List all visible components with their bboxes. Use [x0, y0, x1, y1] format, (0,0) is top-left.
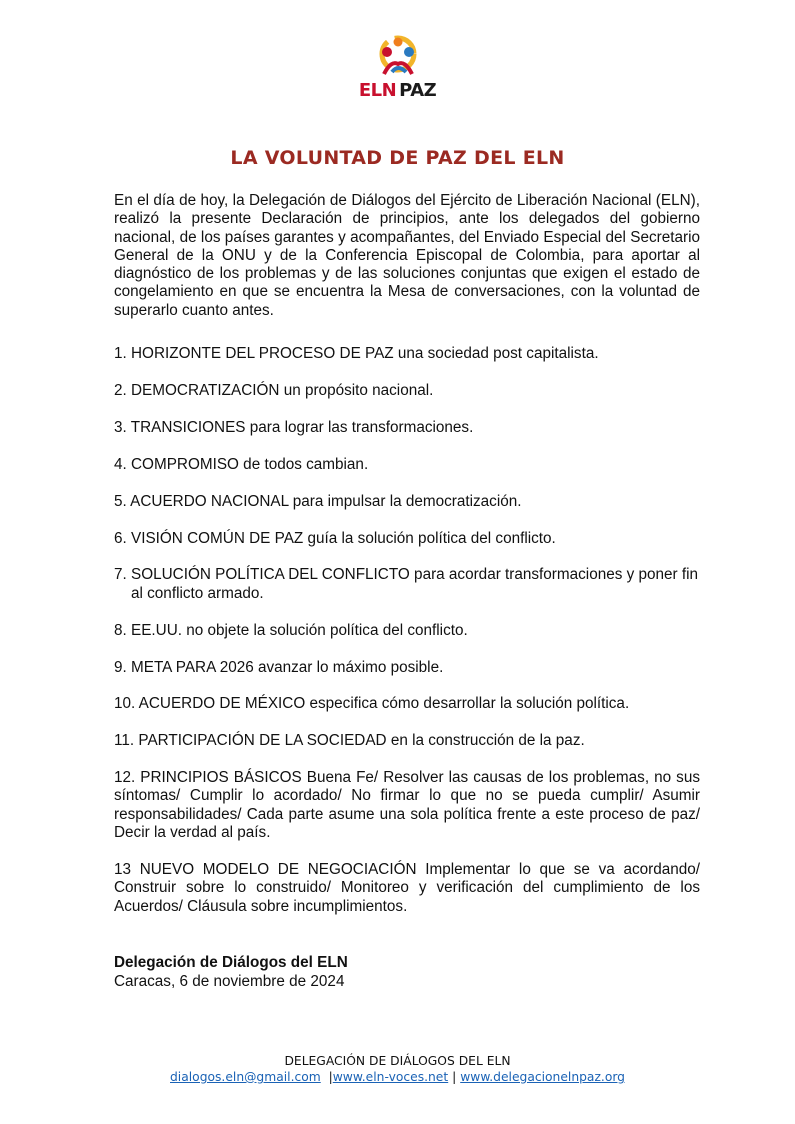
- footer-separator: |: [328, 1070, 333, 1084]
- list-item: 7. SOLUCIÓN POLÍTICA DEL CONFLICTO para acordar transformaciones y poner fin al conflicto armado.: [114, 566, 699, 602]
- list-item: 1. HORIZONTE DEL PROCESO DE PAZ una sociedad post capitalista.: [114, 345, 599, 363]
- signature-name: Delegación de Diálogos del ELN: [114, 954, 348, 971]
- list-item: 9. META PARA 2026 avanzar lo máximo posible.: [114, 658, 444, 676]
- logo-text-eln: ELN: [358, 80, 397, 101]
- footer-links: [0, 1069, 795, 1085]
- list-item: 11. PARTICIPACIÓN DE LA SOCIEDAD en la construcción de la paz.: [114, 732, 585, 750]
- list-item: 8. EE.UU. no objete la solución política del conflicto.: [114, 621, 468, 639]
- footer-separator: |: [452, 1070, 457, 1084]
- list-item: 4. COMPROMISO de todos cambian.: [114, 455, 369, 473]
- footer-site-link-2[interactable]: www.delegacionelnpaz.org: [460, 1070, 625, 1084]
- list-item: 5. ACUERDO NACIONAL para impulsar la democratización.: [114, 492, 522, 510]
- list-item: 13 NUEVO MODELO DE NEGOCIACIÓN Implementar lo que se va acordando/ Construir sobre lo construido/ Monitoreo y verificación del cumplimiento de los Acuerdos/ Cláusula sobre incumplimientos.: [114, 860, 700, 915]
- header-logo: [0, 34, 795, 101]
- document-body: [114, 192, 700, 934]
- list-item: 2. DEMOCRATIZACIÓN un propósito nacional.: [114, 381, 434, 399]
- footer-site-link-1[interactable]: www.eln-voces.net: [332, 1070, 449, 1084]
- footer-org: DELEGACIÓN DE DIÁLOGOS DEL ELN: [284, 1054, 511, 1068]
- signature-place-date: Caracas, 6 de noviembre de 2024: [114, 973, 345, 990]
- list-item: 12. PRINCIPIOS BÁSICOS Buena Fe/ Resolver las causas de los problemas, no sus síntomas/ Cumplir lo acordado/ No firmar lo que no se pueda cumplir/ Asumir responsabilidades/ Cada parte asume una sola política frente a este proceso de paz/ Decir la verdad al país.: [114, 769, 700, 842]
- logo-text-paz: PAZ: [399, 80, 437, 101]
- footer-email-link[interactable]: dialogos.eln@gmail.com: [170, 1070, 321, 1084]
- list-item: 3. TRANSICIONES para lograr las transformaciones.: [114, 418, 474, 436]
- list-item: 6. VISIÓN COMÚN DE PAZ guía la solución política del conflicto.: [114, 529, 556, 547]
- eln-paz-logo-icon: [378, 34, 418, 78]
- logo-wordmark: [0, 80, 795, 101]
- document-title: LA VOLUNTAD DE PAZ DEL ELN: [230, 147, 565, 169]
- intro-paragraph: En el día de hoy, la Delegación de Diálogos del Ejército de Liberación Nacional (ELN), realizó la presente Declaración de principios, ante los delegados del gobierno nacional, de los países garantes y acompañantes, del Enviado Especial del Secretario General de la ONU y de la Conferencia Episcopal de Colombia, para aportar al diagnóstico de los problemas y de las soluciones conjuntas que exigen el estado de congelamiento en que se encuentra la Mesa de conversaciones, con la voluntad de superarlo cuanto antes.: [114, 192, 700, 319]
- list-item: 10. ACUERDO DE MÉXICO especifica cómo desarrollar la solución política.: [114, 695, 630, 713]
- page-footer: [0, 1053, 795, 1085]
- signature-block: [114, 953, 348, 991]
